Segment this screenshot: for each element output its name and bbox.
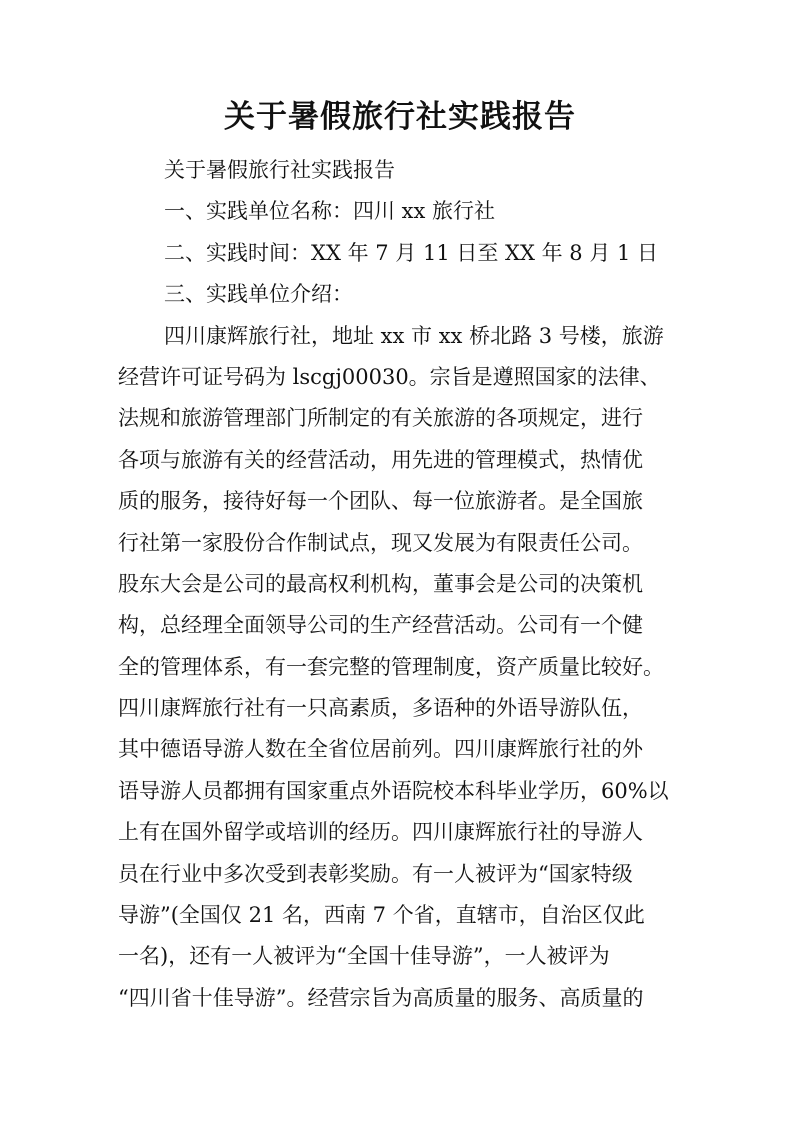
paragraph-line: 导游”(全国仅 21 名，西南 7 个省，直辖市，自治区仅此 bbox=[118, 903, 645, 928]
paragraph-line: 上有在国外留学或培训的经历。四川康辉旅行社的导游人 bbox=[118, 820, 643, 845]
paragraph-line: 全的管理体系，有一套完整的管理制度，资产质量比较好。 bbox=[118, 654, 664, 679]
paragraph-line: 一名)，还有一人被评为“全国十佳导游”，一人被评为 bbox=[118, 944, 610, 969]
paragraph-line: 员在行业中多次受到表彰奖励。有一人被评为“国家特级 bbox=[118, 861, 633, 886]
paragraph-line: “四川省十佳导游”。经营宗旨为高质量的服务、高质量的 bbox=[118, 985, 644, 1010]
paragraph-line: 各项与旅游有关的经营活动，用先进的管理模式，热情优 bbox=[118, 447, 643, 472]
document-title: 关于暑假旅行社实践报告 bbox=[224, 99, 576, 135]
paragraph-line: 股东大会是公司的最高权利机构，董事会是公司的决策机 bbox=[118, 571, 643, 596]
practice-time-line: 二、实践时间：XX 年 7 月 11 日至 XX 年 8 月 1 日 bbox=[164, 240, 659, 265]
unit-name-line: 一、实践单位名称：四川 xx 旅行社 bbox=[164, 199, 496, 224]
document-body bbox=[118, 150, 678, 1019]
paragraph-line: 法规和旅游管理部门所制定的有关旅游的各项规定，进行 bbox=[118, 406, 643, 431]
paragraph-line: 行社第一家股份合作制试点，现又发展为有限责任公司。 bbox=[118, 530, 643, 555]
unit-intro-heading: 三、实践单位介绍： bbox=[164, 282, 353, 307]
paragraph-line: 语导游人员都拥有国家重点外语院校本科毕业学历，60%以 bbox=[118, 778, 669, 803]
paragraph-line: 其中德语导游人数在全省位居前列。四川康辉旅行社的外 bbox=[118, 737, 643, 762]
paragraph-line: 构，总经理全面领导公司的生产经营活动。公司有一个健 bbox=[118, 613, 643, 638]
paragraph-line: 四川康辉旅行社，地址 xx 市 xx 桥北路 3 号楼，旅游 bbox=[164, 323, 664, 348]
paragraph-line: 四川康辉旅行社有一只高素质，多语种的外语导游队伍， bbox=[118, 696, 643, 721]
paragraph-line: 质的服务，接待好每一个团队、每一位旅游者。是全国旅 bbox=[118, 489, 643, 514]
paragraph-line: 经营许可证号码为 lscgj00030。宗旨是遵照国家的法律、 bbox=[118, 364, 661, 389]
subtitle-line: 关于暑假旅行社实践报告 bbox=[164, 158, 395, 182]
